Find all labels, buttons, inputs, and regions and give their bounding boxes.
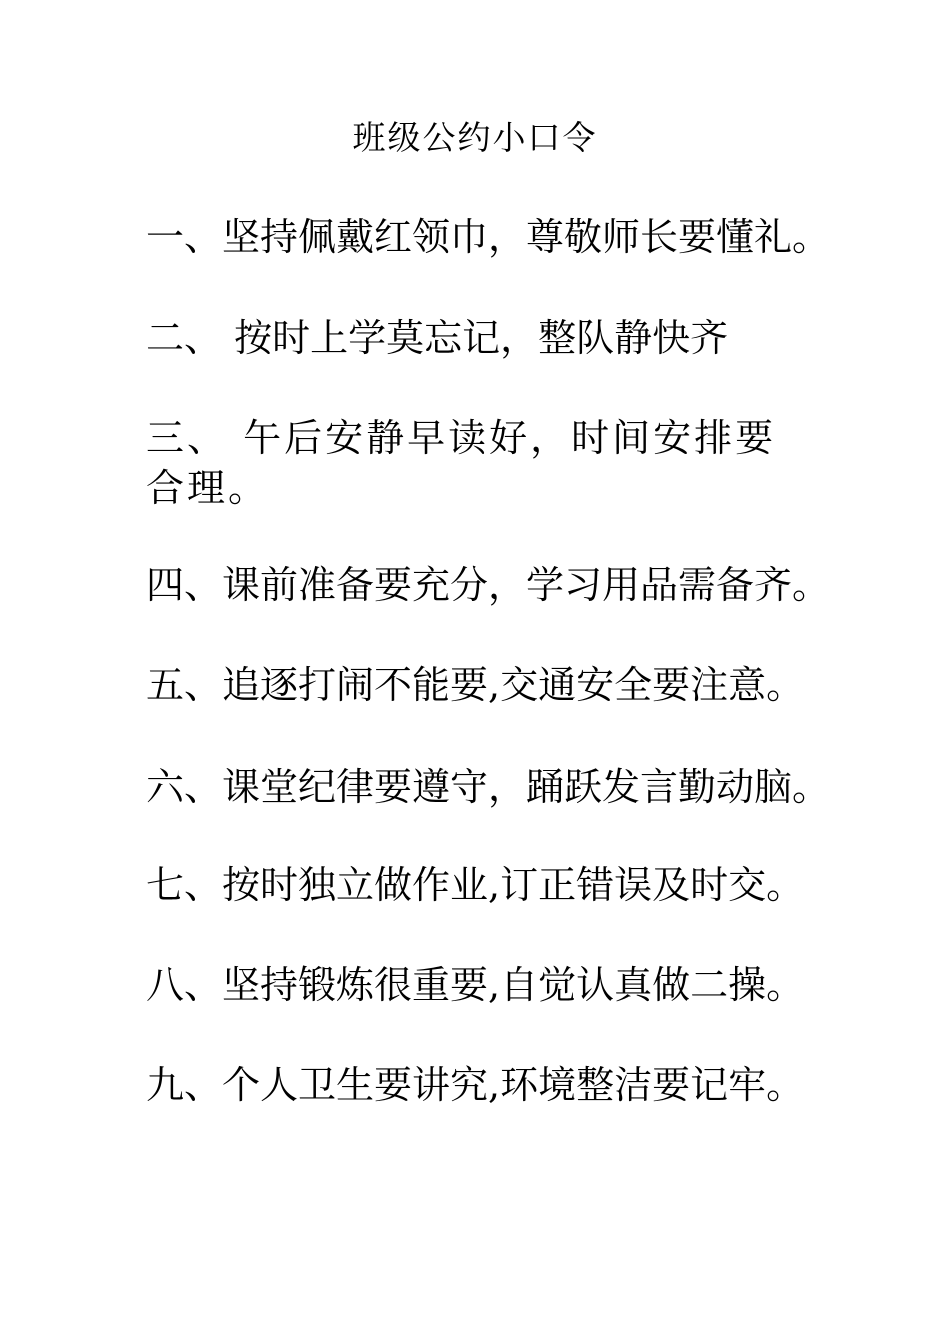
- rule-item-4: 四、课前准备要充分，学习用品需备齐。: [146, 563, 831, 607]
- rule-item-8: 八、坚持锻炼很重要,自觉认真做二操。: [146, 963, 805, 1007]
- rule-item-7: 七、按时独立做作业,订正错误及时交。: [146, 863, 805, 907]
- rule-item-9: 九、个人卫生要讲究,环境整洁要记牢。: [146, 1063, 805, 1107]
- document-title: 班级公约小口令: [352, 118, 598, 157]
- rule-item-6: 六、课堂纪律要遵守，踊跃发言勤动脑。: [146, 765, 831, 809]
- rule-item-5: 五、追逐打闹不能要,交通安全要注意。: [146, 663, 805, 707]
- rule-item-2: 二、 按时上学莫忘记，整队静快齐: [146, 316, 729, 360]
- rule-item-3: 三、 午后安静早读好，时间安排要合理。: [146, 416, 777, 510]
- rule-item-1: 一、坚持佩戴红领巾，尊敬师长要懂礼。: [146, 215, 831, 259]
